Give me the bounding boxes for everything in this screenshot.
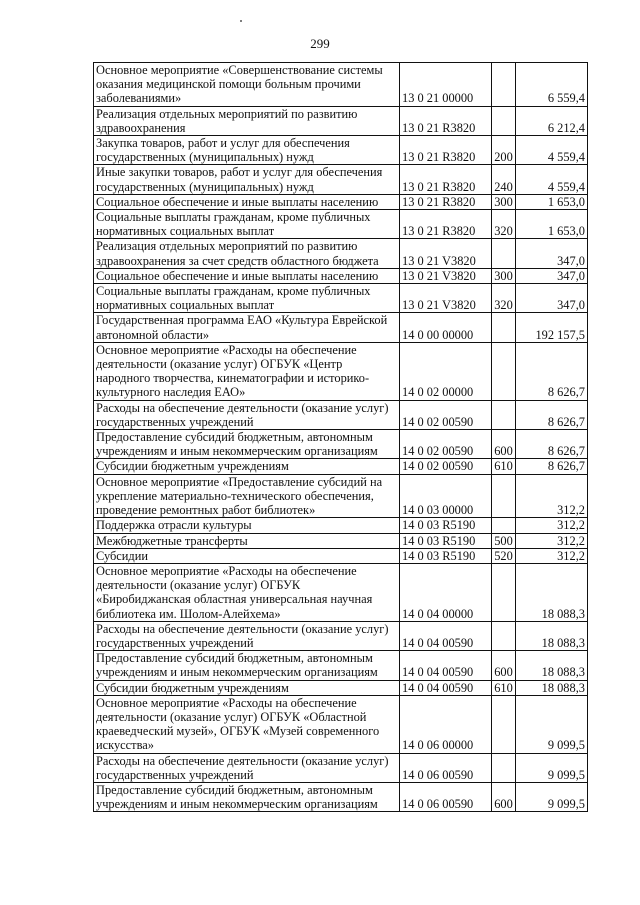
row-name: Предоставление субсидий бюджетным, автономным учреждениям и иным некоммерческим организациям: [94, 430, 400, 459]
table-row: [94, 400, 588, 429]
row-expense-type: 610: [492, 680, 516, 695]
row-code: 13 0 21 V3820: [400, 239, 492, 268]
row-amount: 1 653,0: [516, 194, 588, 209]
row-expense-type: 300: [492, 268, 516, 283]
row-name: Предоставление субсидий бюджетным, автономным учреждениям и иным некоммерческим организациям: [94, 651, 400, 680]
row-code: 14 0 02 00590: [400, 400, 492, 429]
row-expense-type: 200: [492, 136, 516, 165]
row-name: Предоставление субсидий бюджетным, автономным учреждениям и иным некоммерческим организациям: [94, 782, 400, 811]
row-name: Субсидии: [94, 548, 400, 563]
row-name: Реализация отдельных мероприятий по развитию здравоохранения за счет средств областного бюджета: [94, 239, 400, 268]
row-code: 14 0 06 00590: [400, 753, 492, 782]
table-row: [94, 136, 588, 165]
table-row: [94, 753, 588, 782]
row-name: Социальные выплаты гражданам, кроме публичных нормативных социальных выплат: [94, 210, 400, 239]
row-expense-type: [492, 695, 516, 753]
row-name: Социальное обеспечение и иные выплаты населению: [94, 268, 400, 283]
row-expense-type: 610: [492, 459, 516, 474]
row-code: 14 0 00 00000: [400, 313, 492, 342]
row-name: Основное мероприятие «Расходы на обеспечение деятельности (оказание услуг) ОГБУК «Областной краеведческий музей», ОГБУК «Музей современного искусства»: [94, 695, 400, 753]
row-amount: 312,2: [516, 518, 588, 533]
row-amount: 18 088,3: [516, 621, 588, 650]
row-amount: 312,2: [516, 533, 588, 548]
row-name: Субсидии бюджетным учреждениям: [94, 680, 400, 695]
row-code: 14 0 06 00000: [400, 695, 492, 753]
row-code: 14 0 04 00590: [400, 621, 492, 650]
row-name: Социальное обеспечение и иные выплаты населению: [94, 194, 400, 209]
row-code: 14 0 03 00000: [400, 474, 492, 518]
row-amount: 9 099,5: [516, 753, 588, 782]
row-amount: 4 559,4: [516, 165, 588, 194]
row-name: Расходы на обеспечение деятельности (оказание услуг) государственных учреждений: [94, 621, 400, 650]
table-row: [94, 563, 588, 621]
row-code: 14 0 03 R5190: [400, 533, 492, 548]
row-code: 13 0 21 R3820: [400, 210, 492, 239]
row-amount: 347,0: [516, 284, 588, 313]
row-code: 13 0 21 R3820: [400, 106, 492, 135]
row-expense-type: 300: [492, 194, 516, 209]
row-expense-type: [492, 474, 516, 518]
row-code: 13 0 21 R3820: [400, 165, 492, 194]
row-name: Социальные выплаты гражданам, кроме публичных нормативных социальных выплат: [94, 284, 400, 313]
row-amount: 8 626,7: [516, 430, 588, 459]
row-code: 13 0 21 R3820: [400, 136, 492, 165]
row-name: Расходы на обеспечение деятельности (оказание услуг) государственных учреждений: [94, 753, 400, 782]
row-expense-type: 320: [492, 284, 516, 313]
row-code: 14 0 04 00590: [400, 680, 492, 695]
row-amount: 8 626,7: [516, 342, 588, 400]
row-amount: 8 626,7: [516, 400, 588, 429]
table-row: [94, 430, 588, 459]
table-row: [94, 621, 588, 650]
table-row: [94, 548, 588, 563]
row-code: 14 0 02 00000: [400, 342, 492, 400]
row-expense-type: 240: [492, 165, 516, 194]
table-row: [94, 63, 588, 107]
row-expense-type: 500: [492, 533, 516, 548]
row-code: 13 0 21 R3820: [400, 194, 492, 209]
row-name: Основное мероприятие «Предоставление субсидий на укрепление материально-технического обеспечения, проведение ремонтных работ библиотек»: [94, 474, 400, 518]
table-row: [94, 342, 588, 400]
row-expense-type: [492, 63, 516, 107]
table-row: [94, 313, 588, 342]
row-name: Основное мероприятие «Расходы на обеспечение деятельности (оказание услуг) ОГБУК «Центр народного творчества, кинематографии и историко-культурного наследия ЕАО»: [94, 342, 400, 400]
table-row: [94, 194, 588, 209]
row-amount: 9 099,5: [516, 782, 588, 811]
row-code: 13 0 21 00000: [400, 63, 492, 107]
table-row: [94, 106, 588, 135]
row-code: 14 0 03 R5190: [400, 518, 492, 533]
row-code: 14 0 02 00590: [400, 459, 492, 474]
row-name: Государственная программа ЕАО «Культура Еврейской автономной области»: [94, 313, 400, 342]
row-expense-type: 600: [492, 430, 516, 459]
row-code: 13 0 21 V3820: [400, 268, 492, 283]
row-name: Поддержка отрасли культуры: [94, 518, 400, 533]
row-amount: 6 212,4: [516, 106, 588, 135]
row-name: Закупка товаров, работ и услуг для обеспечения государственных (муниципальных) нужд: [94, 136, 400, 165]
row-amount: 18 088,3: [516, 651, 588, 680]
row-amount: 18 088,3: [516, 563, 588, 621]
row-expense-type: 520: [492, 548, 516, 563]
row-expense-type: [492, 239, 516, 268]
table-row: [94, 165, 588, 194]
table-row: [94, 210, 588, 239]
row-code: 14 0 06 00590: [400, 782, 492, 811]
row-expense-type: 600: [492, 782, 516, 811]
row-code: 13 0 21 V3820: [400, 284, 492, 313]
row-amount: 9 099,5: [516, 695, 588, 753]
row-amount: 312,2: [516, 548, 588, 563]
row-expense-type: [492, 342, 516, 400]
row-expense-type: [492, 563, 516, 621]
table-row: [94, 680, 588, 695]
row-name: Основное мероприятие «Расходы на обеспечение деятельности (оказание услуг) ОГБУК «Биробиджанская областная универсальная научная библиотека им. Шолом-Алейхема»: [94, 563, 400, 621]
row-expense-type: 600: [492, 651, 516, 680]
row-code: 14 0 02 00590: [400, 430, 492, 459]
budget-table-body: [94, 63, 588, 812]
table-row: [94, 533, 588, 548]
table-row: [94, 695, 588, 753]
row-code: 14 0 04 00590: [400, 651, 492, 680]
table-row: [94, 518, 588, 533]
table-row: [94, 459, 588, 474]
row-name: Субсидии бюджетным учреждениям: [94, 459, 400, 474]
row-amount: 347,0: [516, 239, 588, 268]
row-expense-type: [492, 518, 516, 533]
row-name: Основное мероприятие «Совершенствование системы оказания медицинской помощи больным прочими заболеваниями»: [94, 63, 400, 107]
row-name: Иные закупки товаров, работ и услуг для обеспечения государственных (муниципальных) нужд: [94, 165, 400, 194]
row-code: 14 0 04 00000: [400, 563, 492, 621]
row-name: Расходы на обеспечение деятельности (оказание услуг) государственных учреждений: [94, 400, 400, 429]
row-amount: 312,2: [516, 474, 588, 518]
row-amount: 6 559,4: [516, 63, 588, 107]
page-number: 299: [310, 36, 330, 51]
scan-speck: [240, 20, 242, 22]
row-amount: 347,0: [516, 268, 588, 283]
budget-table: [93, 62, 588, 812]
row-name: Реализация отдельных мероприятий по развитию здравоохранения: [94, 106, 400, 135]
row-code: 14 0 03 R5190: [400, 548, 492, 563]
table-row: [94, 782, 588, 811]
row-expense-type: [492, 753, 516, 782]
row-amount: 18 088,3: [516, 680, 588, 695]
row-amount: 192 157,5: [516, 313, 588, 342]
row-amount: 4 559,4: [516, 136, 588, 165]
row-expense-type: [492, 313, 516, 342]
table-row: [94, 284, 588, 313]
row-name: Межбюджетные трансферты: [94, 533, 400, 548]
row-expense-type: [492, 621, 516, 650]
table-row: [94, 651, 588, 680]
row-amount: 1 653,0: [516, 210, 588, 239]
row-expense-type: [492, 400, 516, 429]
table-row: [94, 268, 588, 283]
row-amount: 8 626,7: [516, 459, 588, 474]
row-expense-type: 320: [492, 210, 516, 239]
table-row: [94, 239, 588, 268]
row-expense-type: [492, 106, 516, 135]
table-row: [94, 474, 588, 518]
